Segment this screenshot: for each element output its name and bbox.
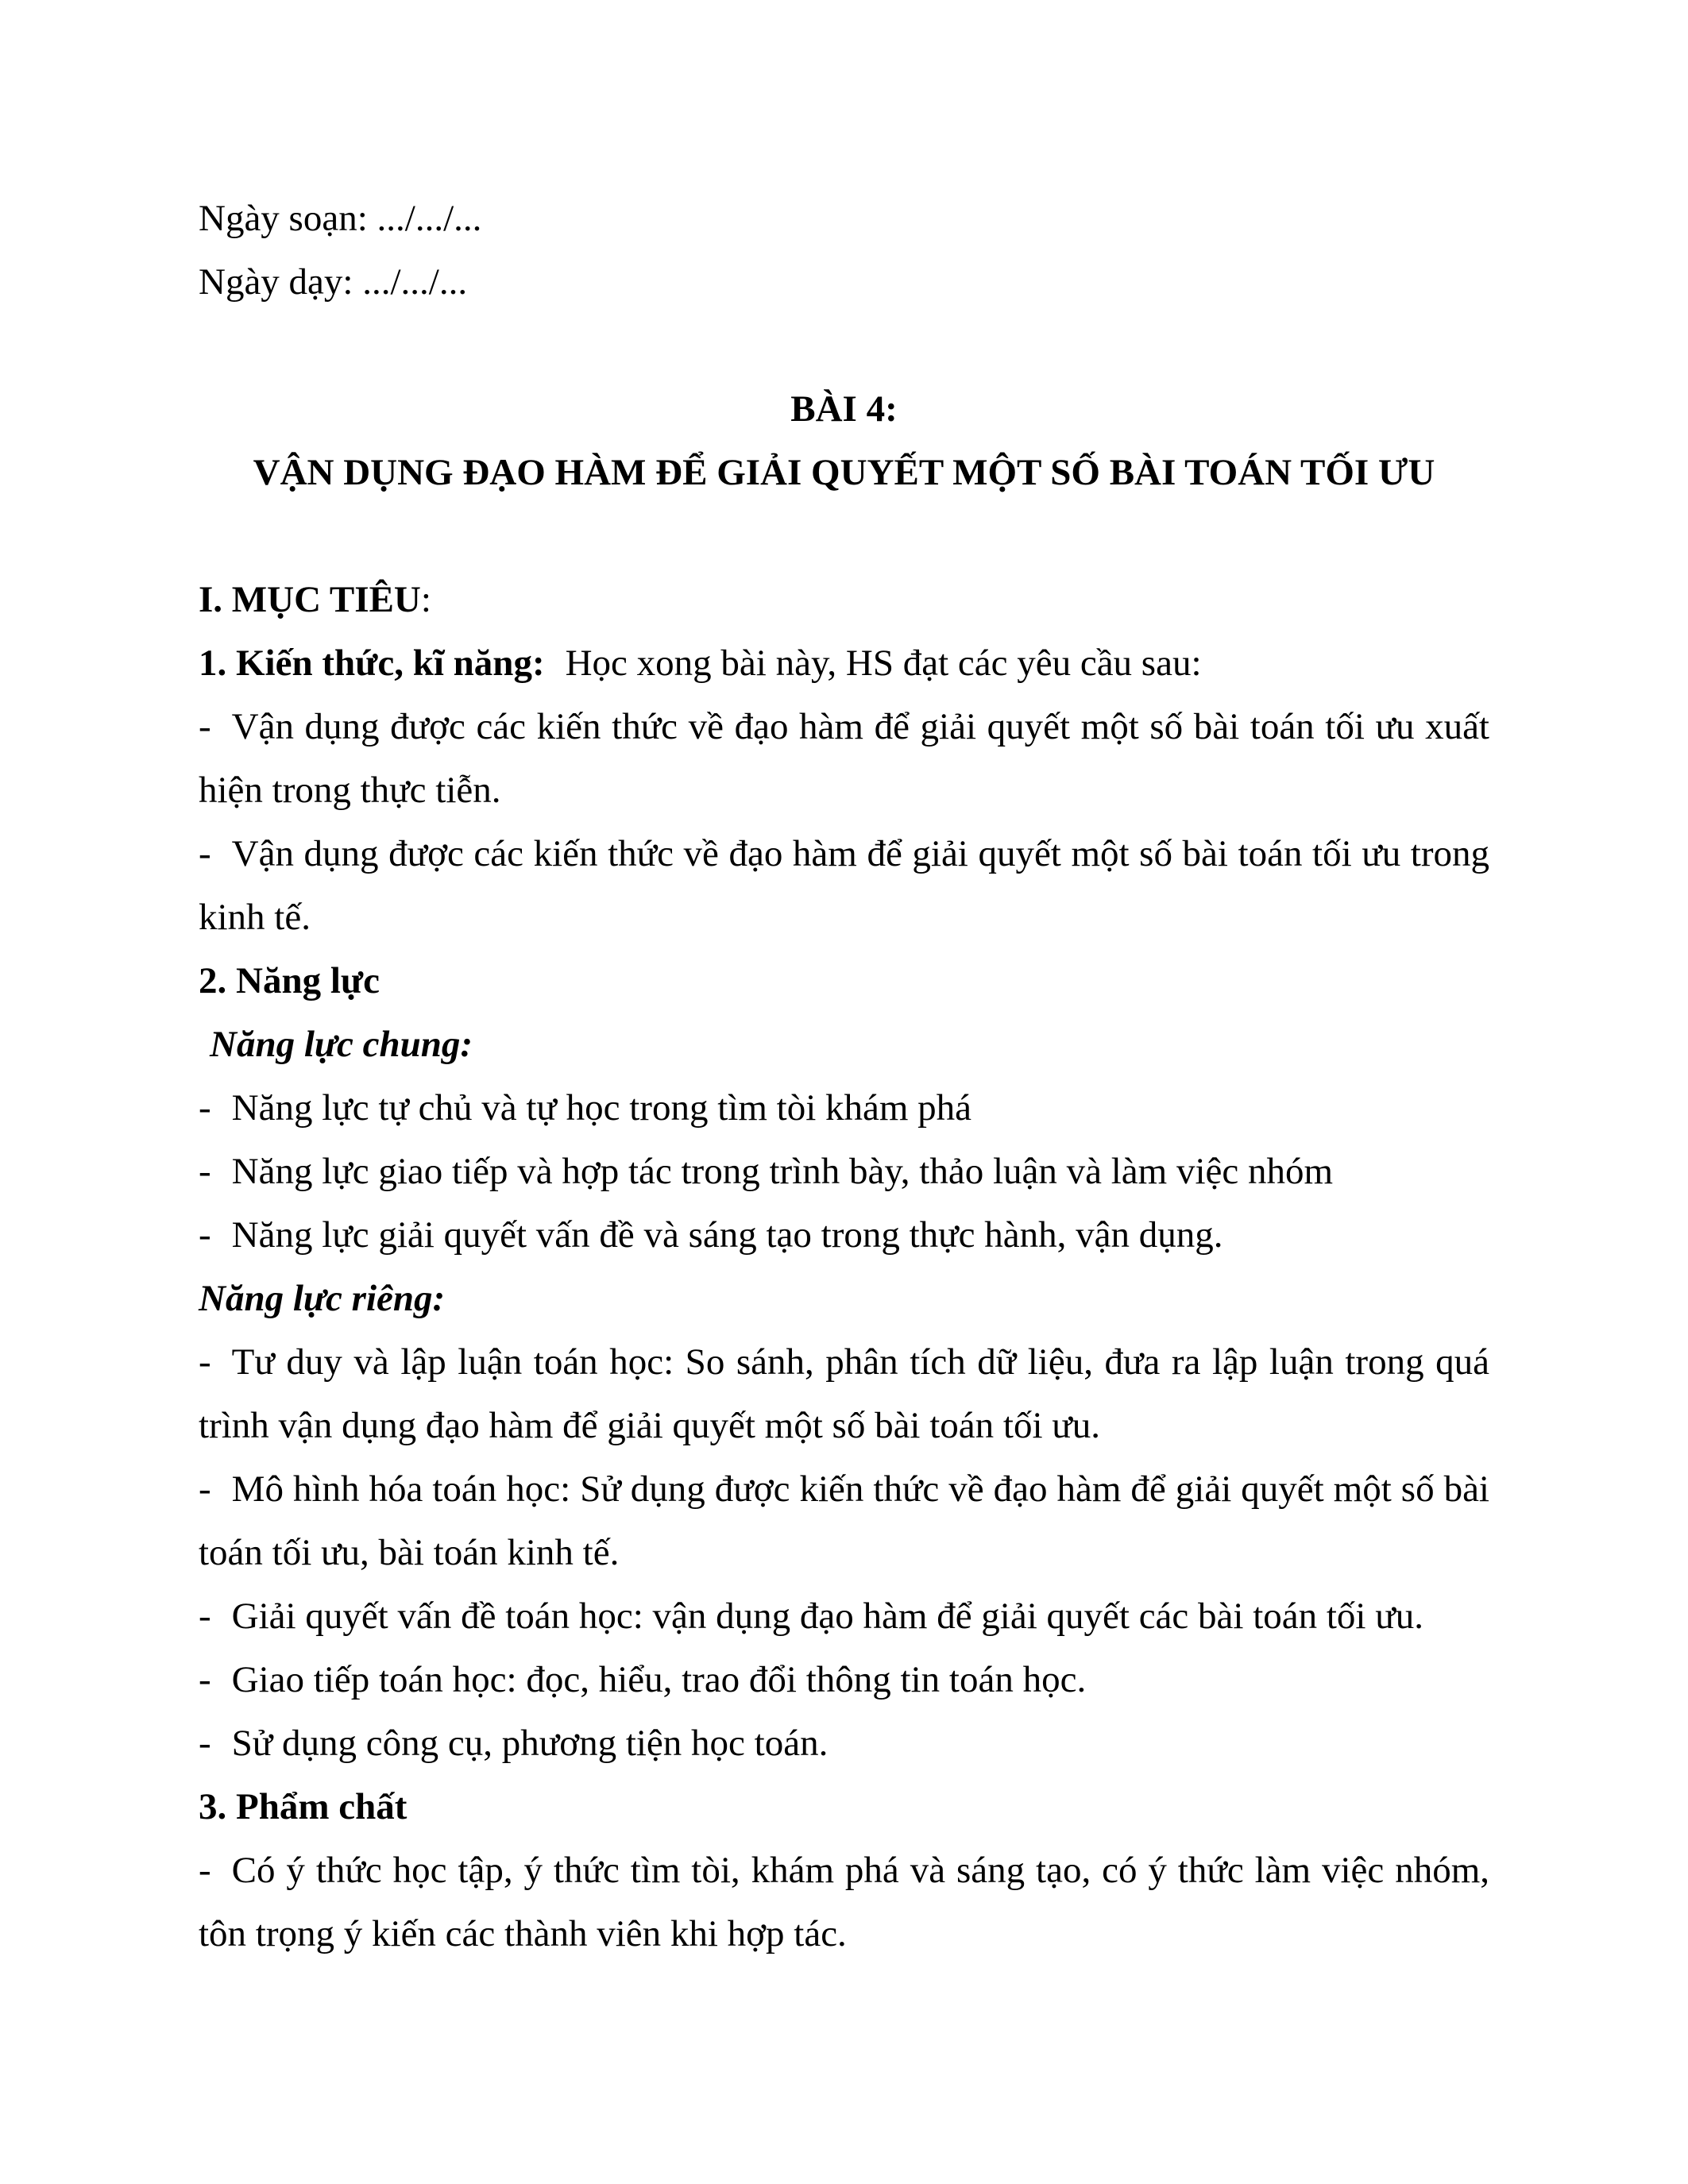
specific-competence-bullet-4 [199,1648,1489,1711]
bullet-dash: - [199,1151,211,1192]
bullet-text: Sử dụng công cụ, phương tiện học toán. [231,1723,829,1764]
bullet-dash: - [199,1659,211,1700]
section-heading-label: I. MỤC TIÊU [199,579,421,620]
bullet-text: Năng lực giải quyết vấn đề và sáng tạo trong thực hành, vận dụng. [231,1214,1223,1256]
quality-heading-line: 3. Phẩm chất [199,1786,408,1827]
general-competence-subheading: Năng lực chung: [210,1024,473,1065]
lesson-number-title: BÀI 4: [790,388,898,430]
knowledge-bullet-2 [199,822,1489,949]
knowledge-intro-text: Học xong bài này, HS đạt các yêu cầu sau: [565,642,1202,684]
bullet-text: Vận dụng được các kiến thức về đạo hàm để giải quyết một số bài toán tối ưu xuất hiện trong thực tiễn. [199,706,1489,811]
lesson-title: VẬN DỤNG ĐẠO HÀM ĐỂ GIẢI QUYẾT MỘT SỐ BÀI TOÁN TỐI ƯU [253,452,1435,493]
spacer [199,504,1489,568]
quality-bullet-1 [199,1839,1489,1966]
bullet-dash: - [199,1468,211,1510]
knowledge-heading-line [199,631,1489,695]
specific-competence-bullet-3 [199,1584,1489,1648]
general-competence-bullet-2 [199,1140,1489,1203]
bullet-text: Mô hình hóa toán học: Sử dụng được kiến thức về đạo hàm để giải quyết một số bài toán tối ưu, bài toán kinh tế. [199,1468,1489,1573]
specific-competence-bullet-2 [199,1457,1489,1584]
bullet-text: Vận dụng được các kiến thức về đạo hàm để giải quyết một số bài toán tối ưu trong kinh tế. [199,833,1489,938]
bullet-dash: - [199,1087,211,1129]
bullet-dash: - [199,1596,211,1637]
specific-competence-bullet-1 [199,1330,1489,1457]
bullet-dash: - [199,833,211,874]
knowledge-heading-label: 1. Kiến thức, kĩ năng: [199,642,545,684]
bullet-dash: - [199,1850,211,1891]
knowledge-bullet-1 [199,695,1489,822]
bullet-text: Có ý thức học tập, ý thức tìm tòi, khám phá và sáng tạo, có ý thức làm việc nhóm, tôn trọng ý kiến các thành viên khi hợp tác. [199,1850,1489,1954]
specific-competence-bullet-5 [199,1711,1489,1775]
bullet-dash: - [199,1214,211,1256]
general-competence-bullet-1 [199,1076,1489,1140]
date-taught-line: Ngày dạy: .../.../... [199,261,468,303]
bullet-dash: - [199,1723,211,1764]
specific-competence-subheading: Năng lực riêng: [199,1278,446,1319]
date-prepared-line: Ngày soạn: .../.../... [199,198,482,239]
bullet-dash: - [199,1341,211,1383]
bullet-text: Năng lực giao tiếp và hợp tác trong trình bày, thảo luận và làm việc nhóm [231,1151,1334,1192]
bullet-text: Tư duy và lập luận toán học: So sánh, phân tích dữ liệu, đưa ra lập luận trong quá trình vận dụng đạo hàm để giải quyết một số bài toán tối ưu. [199,1341,1489,1446]
bullet-text: Năng lực tự chủ và tự học trong tìm tòi khám phá [231,1087,972,1129]
bullet-text: Giải quyết vấn đề toán học: vận dụng đạo hàm để giải quyết các bài toán tối ưu. [231,1596,1423,1637]
section-heading-colon: : [420,579,431,620]
bullet-dash: - [199,706,211,747]
spacer [199,314,1489,377]
general-competence-bullet-3 [199,1203,1489,1267]
competence-heading-line: 2. Năng lực [199,960,380,1001]
section-heading-objectives [199,568,1489,631]
bullet-text: Giao tiếp toán học: đọc, hiểu, trao đổi thông tin toán học. [231,1659,1087,1700]
